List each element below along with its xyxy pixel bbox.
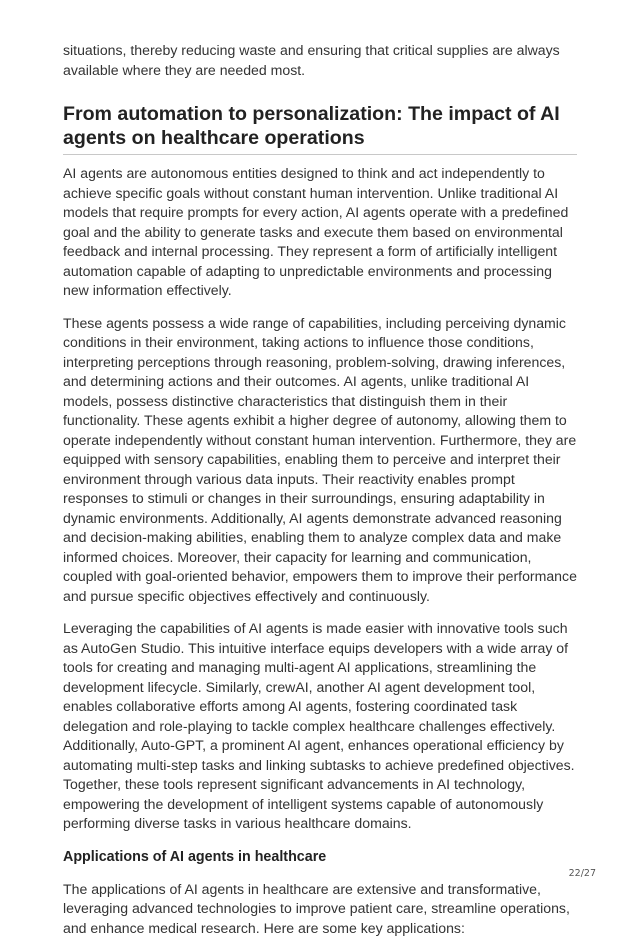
- closing-paragraph: The applications of AI agents in healthcare are extensive and transformative, leveraging advanced technologies to improve patient care, streamline operations, and enhance medical research. Here are some key applications:: [63, 880, 577, 938]
- body-paragraph-1: AI agents are autonomous entities designed to think and act independently to achieve specific goals without constant human intervention. Unlike traditional AI models that require prompts for every action, AI agents operate with a predefined goal and the ability to generate tasks and execute them based on environmental feedback and internal processing. They represent a form of artificially intelligent automation capable of adapting to unpredictable environments and processing new information effectively.: [63, 164, 577, 301]
- section-heading: From automation to personalization: The impact of AI agents on healthcare operations: [63, 102, 577, 155]
- page-number: 22/27: [569, 868, 596, 879]
- document-page: [63, 41, 577, 938]
- body-paragraph-3: Leveraging the capabilities of AI agents is made easier with innovative tools such as AutoGen Studio. This intuitive interface equips developers with a wide array of tools for creating and managing multi-agent AI applications, streamlining the development lifecycle. Similarly, crewAI, another AI agent development tool, enables collaborative efforts among AI agents, fostering coordinated task delegation and role-playing to tackle complex healthcare challenges effectively. Additionally, Auto-GPT, a prominent AI agent, enhances operational efficiency by automating multi-step tasks and linking subtasks to achieve predefined objectives. Together, these tools represent significant advancements in AI technology, empowering the development of intelligent systems capable of autonomously performing diverse tasks in various healthcare domains.: [63, 619, 577, 834]
- intro-paragraph-tail: situations, thereby reducing waste and ensuring that critical supplies are always available where they are needed most.: [63, 41, 577, 80]
- subheading-applications: Applications of AI agents in healthcare: [63, 847, 577, 867]
- body-paragraph-2: These agents possess a wide range of capabilities, including perceiving dynamic conditions in their environment, taking actions to influence those conditions, interpreting perceptions through reasoning, problem-solving, drawing inferences, and determining actions and their outcomes. AI agents, unlike traditional AI models, possess distinctive characteristics that distinguish them in their functionality. These agents exhibit a higher degree of autonomy, allowing them to operate independently without constant human intervention. Furthermore, they are equipped with sensory capabilities, enabling them to perceive and interpret their environment through various data inputs. Their reactivity enables prompt responses to stimuli or changes in their surroundings, ensuring adaptability in dynamic environments. Additionally, AI agents demonstrate advanced reasoning and decision-making abilities, enabling them to analyze complex data and make informed choices. Moreover, their capacity for learning and communication, coupled with goal-oriented behavior, empowers them to improve their performance and pursue specific objectives effectively and continuously.: [63, 314, 577, 607]
